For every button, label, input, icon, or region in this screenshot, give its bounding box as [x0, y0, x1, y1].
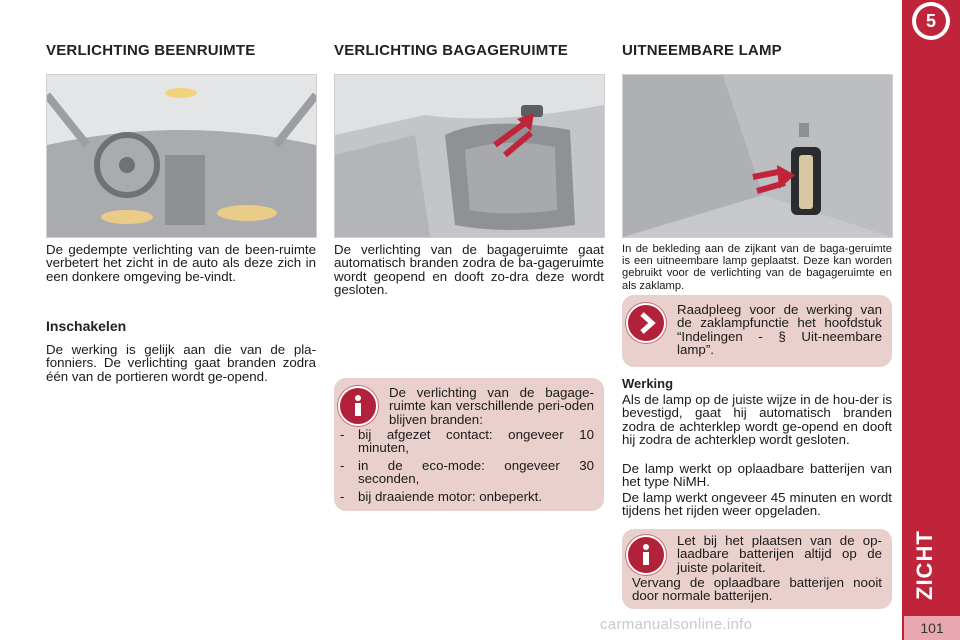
info-icon	[626, 535, 666, 575]
boot-body: De verlichting van de bagageruimte gaat automatisch branden zodra de ba-gageruimte wordt geopend en dooft zo-dra deze wordt gesloten.	[334, 242, 604, 298]
boot-info-intro: De verlichting van de bagage-ruimte kan verschillende peri-oden blijven branden:	[389, 385, 594, 427]
battery-info-text-1: Let bij het plaatsen van de op-laadbare batterijen altijd op de juiste polariteit.	[677, 533, 882, 575]
list-item: - bij afgezet contact: ongeveer 10 minuten,	[340, 427, 594, 456]
boot-info-list	[334, 428, 594, 507]
removable-lamp-body: In de bekleding aan de zijkant van de baga-geruimte is een uitneembare lamp geplaatst. Deze kan worden gebruikt voor de verlichting van de bagageruimte en als zaklamp.	[622, 243, 892, 292]
switch-on-heading: Inschakelen	[46, 318, 127, 334]
watermark: carmanualsonline.info	[600, 616, 753, 633]
lamp-body-3: De lamp werkt op oplaadbare batterijen van het type NiMH.	[622, 461, 892, 490]
boot-lighting-title: VERLICHTING BAGAGERUIMTE	[334, 42, 568, 59]
chapter-number: 5	[916, 6, 946, 36]
lamp-body-4: De lamp werkt ongeveer 45 minuten en wordt tijdens het rijden weer opgeladen.	[622, 490, 892, 519]
reference-box	[622, 295, 892, 367]
reference-text: Raadpleeg voor de werking van de zaklampfunctie het hoofdstuk “Indelingen - § Uit-neembare lamp”.	[677, 302, 882, 358]
lamp-body-2: Als de lamp op de juiste wijze in de hou-der is bevestigd, gaat hij automatisch branden zodra de achterklep wordt ge-opend en dooft hij zodra de achterklep wordt gesloten.	[622, 392, 892, 448]
footwell-photo	[46, 74, 317, 238]
operation-heading: Werking	[622, 376, 674, 391]
boot-photo	[334, 74, 605, 238]
footwell-body-2: De werking is gelijk aan die van de pla-fonniers. De verlichting gaat branden zodra één van de portieren wordt ge-opend.	[46, 342, 316, 384]
info-icon	[338, 386, 378, 426]
chapter-badge-icon	[912, 2, 950, 40]
removable-lamp-photo	[622, 74, 893, 238]
list-item: - in de eco-mode: ongeveer 30 seconden,	[340, 457, 594, 487]
battery-info-text-2: Vervang de oplaadbare batterijen nooit door normale batterijen.	[632, 575, 882, 604]
arrow-reference-icon	[626, 303, 666, 343]
footwell-lighting-title: VERLICHTING BEENRUIMTE	[46, 42, 256, 59]
removable-lamp-title: UITNEEMBARE LAMP	[622, 42, 782, 59]
list-item: - bij draaiende motor: onbeperkt.	[340, 488, 543, 504]
boot-info-box	[334, 378, 604, 511]
chapter-title: ZICHT	[912, 530, 937, 600]
footwell-body: De gedempte verlichting van de been-ruimte verbetert het zicht in de auto als deze zich in een donkere omgeving be-vindt.	[46, 242, 316, 284]
battery-info-box	[622, 529, 892, 609]
page-number: 101	[904, 616, 960, 640]
